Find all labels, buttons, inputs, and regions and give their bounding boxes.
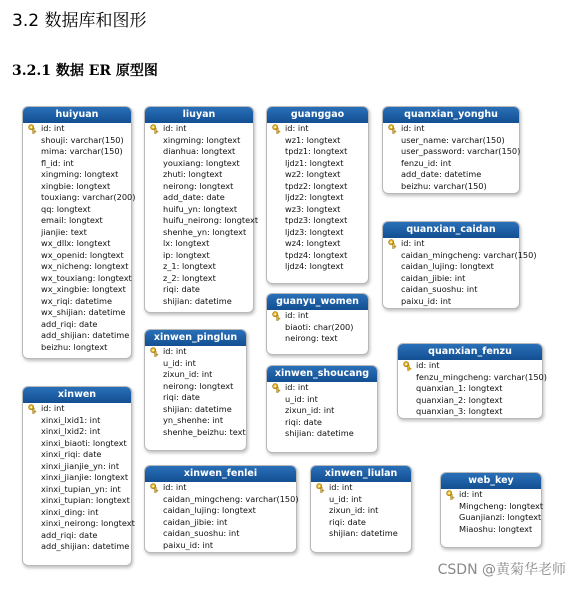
table-field [267,250,368,262]
field-label: xinxi_riqi: date [41,449,102,459]
field-label: lx: longtext [163,238,210,248]
field-label: add_date: date [163,192,225,202]
table-field [145,358,246,370]
field-label: huifu_yn: longtext [163,203,238,214]
field-label: xingbie: longtext [41,180,111,191]
table-field [267,215,368,227]
table-field [23,319,131,331]
table-field [23,342,131,354]
field-label: xinxi_jianjie_yn: int [41,460,120,471]
table-huiyuan [22,106,136,359]
table-field [145,427,246,439]
table-name: guanggao [267,107,368,123]
field-label: wx_touxiang: longtext [41,272,132,283]
table-quanxian-yonghu [382,106,520,194]
field-label: wx_openid: longtext [41,249,124,260]
field-label: ip: longtext [163,249,210,260]
field-label: quanxian_2: longtext [416,394,503,405]
table-field [23,449,131,461]
field-label: dianhua: longtext [163,146,236,156]
field-label: neirong: longtext [163,180,234,191]
table-field [23,250,131,262]
field-label: add_riqi: date [41,529,98,540]
field-label: id: int [285,382,309,392]
field-label: shouji: varchar(150) [41,134,124,145]
field-label: caidan_mingcheng: varchar(150) [401,249,537,260]
table-field [383,261,519,273]
field-label: shenhe_yn: longtext [163,226,247,237]
field-label: riqi: date [163,284,200,294]
field-label: jianjie: text [41,226,87,237]
field-label: id: int [329,482,353,492]
table-field [398,360,542,372]
table-field [383,273,519,285]
table-field [145,346,246,358]
table-field [145,250,253,262]
field-label: wx_dllx: longtext [41,238,111,248]
table-field [23,204,131,216]
table-xinwen-pinglun [144,329,247,451]
field-label: riqi: date [329,516,366,527]
table-field [23,307,131,319]
field-label: shijian: datetime [329,528,398,538]
table-field [441,500,544,513]
field-label: xinxi_tupian_yn: int [41,483,121,494]
primary-key-icon [150,483,160,493]
table-field [311,482,411,494]
field-label: shijian: datetime [163,403,232,414]
field-label: add_shijian: datetime [41,330,130,340]
table-field [267,169,368,181]
table-name: xinwen [23,387,131,403]
primary-key-icon [316,483,326,493]
table-field [23,507,131,519]
table-field [23,438,131,450]
field-label: user_password: varchar(150) [401,146,521,156]
table-name: web_key [441,473,541,489]
field-label: caidan_mingcheng: varchar(150) [163,493,299,504]
field-label: xingming: longtext [41,169,119,179]
field-label: touxiang: varchar(200) [41,192,136,202]
table-field [145,204,253,216]
field-label: zixun_id: int [329,505,379,515]
primary-key-icon [403,361,413,371]
table-field [145,392,246,404]
section-heading: 3.2 数据库和图形 [12,11,147,31]
field-label: paixu_id: int [401,295,452,306]
table-field [145,192,253,204]
table-name: liuyan [145,107,253,123]
table-field [145,238,253,250]
table-field [267,310,368,322]
table-field [23,541,131,553]
field-label: riqi: date [285,416,322,427]
table-field [145,493,299,506]
table-field [267,192,368,204]
field-label: shijian: datetime [285,428,354,438]
table-field [145,381,246,393]
table-field [145,505,296,517]
field-label: xinxi_biaoti: longtext [41,437,127,448]
watermark: CSDN @黄菊华老师 [437,562,566,578]
field-label: xinxi_ding: int [41,506,99,517]
table-field [383,238,519,250]
table-field [145,169,253,181]
table-field [311,494,411,506]
field-label: riqi: date [163,392,200,402]
table-quanxian-fenzu [397,343,547,419]
table-field [23,261,131,273]
field-label: fl_id: int [41,157,74,168]
field-label: shijian: datetime [163,295,232,306]
table-field [267,158,368,170]
table-name: quanxian_yonghu [383,107,519,123]
table-field [23,484,131,496]
field-label: caidan_suoshu: int [163,528,240,538]
primary-key-icon [272,311,282,321]
table-field [383,249,537,262]
field-label: ljdz3: longtext [285,226,344,237]
table-field [383,296,519,308]
field-label: xinxi_tupian: longtext [41,495,130,505]
field-label: caidan_jibie: int [401,272,466,283]
table-field [267,227,368,239]
table-field [23,415,131,427]
table-field [267,417,377,429]
table-field [267,204,368,216]
table-field [145,273,253,285]
table-name: xinwen_shoucang [267,366,377,382]
field-label: fenzu_mingcheng: varchar(150) [416,371,547,382]
table-field [23,461,131,473]
primary-key-icon [150,347,160,357]
field-label: zhuti: longtext [163,169,223,179]
table-field [23,146,131,158]
table-field [398,383,542,395]
field-label: quanxian_3: longtext [416,406,503,416]
table-xinwen-fenlei [144,465,297,553]
field-label: fenzu_id: int [401,157,452,168]
table-field [23,403,131,415]
field-label: wz2: longtext [285,169,341,179]
table-name: quanxian_fenzu [398,344,542,360]
table-field [267,322,368,334]
table-field [441,489,541,501]
field-label: user_name: varchar(150) [401,134,505,145]
field-label: biaoti: char(200) [285,321,354,332]
table-xinwen-shoucang [266,365,378,453]
table-field [23,472,131,484]
table-field [23,192,136,204]
field-label: u_id: int [163,357,196,368]
field-label: ljdz2: longtext [285,192,344,202]
field-label: wx_nicheng: longtext [41,261,129,271]
table-liuyan [144,106,259,313]
table-field [23,227,131,239]
field-label: z_2: longtext [163,272,216,283]
table-field [383,181,519,193]
table-field [145,284,253,296]
primary-key-icon [388,239,398,249]
table-field [23,518,135,530]
field-label: shenhe_beizhu: text [163,426,246,437]
field-label: add_date: datetime [401,169,482,179]
table-field [23,296,131,308]
table-field [23,123,131,135]
field-label: ljdz4: longtext [285,261,344,271]
table-guanyu-women [266,293,369,355]
primary-key-icon [446,490,456,500]
field-label: caidan_lujing: longtext [401,261,494,271]
field-label: email: longtext [41,215,103,225]
table-field [311,517,411,529]
field-label: id: int [285,310,309,320]
table-field [398,406,542,418]
table-field [383,146,519,158]
table-field [383,169,519,181]
table-field [145,517,296,529]
table-field [145,158,253,170]
table-field [267,333,368,345]
table-field [398,371,547,384]
field-label: wz1: longtext [285,134,341,145]
primary-key-icon [28,404,38,414]
table-field [267,382,377,394]
table-name: xinwen_fenlei [145,466,296,482]
field-label: id: int [459,489,483,499]
field-label: id: int [416,360,440,370]
table-field [23,530,131,542]
table-field [23,135,131,147]
table-field [145,404,246,416]
field-label: xinxi_lxid2: int [41,426,101,436]
field-label: wx_xingbie: longtext [41,284,126,294]
table-field [267,394,377,406]
field-label: tpdz3: longtext [285,215,348,225]
field-label: wz4: longtext [285,238,341,248]
primary-key-icon [272,124,282,134]
table-field [23,215,131,227]
table-field [311,505,411,517]
table-field [145,415,246,427]
field-label: wx_shijian: datetime [41,307,126,317]
primary-key-icon [388,124,398,134]
table-field [23,330,131,342]
field-label: id: int [163,346,187,356]
table-field [267,405,377,417]
field-label: Mingcheng: longtext [459,500,544,511]
field-label: neirong: longtext [163,380,234,391]
field-label: wx_riqi: datetime [41,295,113,306]
table-quanxian-caidan [382,221,537,309]
field-label: id: int [163,482,187,492]
field-label: add_shijian: datetime [41,541,130,551]
table-xinwen [22,386,135,566]
table-name: guanyu_women [267,294,368,310]
table-field [383,284,519,296]
field-label: zixun_id: int [285,405,335,415]
field-label: xinxi_lxid1: int [41,414,101,425]
table-field [145,227,253,239]
field-label: Miaoshu: longtext [459,523,533,534]
field-label: mima: varchar(150) [41,146,123,156]
field-label: caidan_suoshu: int [401,284,478,294]
table-field [23,426,131,438]
field-label: id: int [285,123,309,133]
field-label: ljdz1: longtext [285,157,344,168]
table-field [145,528,296,540]
field-label: quanxian_1: longtext [416,383,503,393]
table-field [145,261,253,273]
field-label: caidan_jibie: int [163,516,228,527]
field-label: wz3: longtext [285,203,341,214]
field-label: add_riqi: date [41,318,98,329]
field-label: youxiang: longtext [163,157,240,168]
table-field [441,524,541,536]
field-label: zixun_id: int [163,369,213,379]
field-label: id: int [401,123,425,133]
table-field [145,296,253,308]
field-label: z_1: longtext [163,261,216,271]
table-web-key [440,472,542,548]
field-label: xingming: longtext [163,134,241,145]
table-name: huiyuan [23,107,131,123]
table-field [145,369,246,381]
field-label: beizhu: varchar(150) [401,180,487,191]
field-label: u_id: int [285,393,318,404]
field-label: xinxi_neirong: longtext [41,518,135,528]
table-field [23,495,131,507]
primary-key-icon [272,383,282,393]
table-field [145,540,296,552]
table-field [267,428,377,440]
field-label: tpdz4: longtext [285,249,348,260]
field-label: caidan_lujing: longtext [163,505,256,515]
table-name: xinwen_liulan [311,466,411,482]
table-field [23,169,131,181]
field-label: tpdz2: longtext [285,180,348,191]
table-name: quanxian_caidan [383,222,519,238]
table-field [441,512,541,524]
table-field [145,146,253,158]
table-field [145,181,253,193]
table-name: xinwen_pinglun [145,330,246,346]
table-field [23,238,131,250]
field-label: beizhu: longtext [41,341,108,352]
subsection-heading: 3.2.1 数据 ER 原型图 [12,63,158,79]
field-label: neirong: text [285,333,338,343]
field-label: qq: longtext [41,203,91,214]
table-field [23,158,131,170]
field-label: huifu_neirong: longtext [163,215,259,225]
primary-key-icon [150,124,160,134]
field-label: paixu_id: int [163,539,214,550]
table-field [267,146,368,158]
field-label: u_id: int [329,493,362,504]
table-field [311,528,411,540]
table-field [267,181,368,193]
table-field [145,215,259,227]
field-label: id: int [163,123,187,133]
field-label: yn_shenhe: int [163,415,224,425]
table-field [145,135,253,147]
table-field [23,181,131,193]
table-field [267,238,368,250]
field-label: id: int [41,123,65,133]
table-guanggao [266,106,369,284]
primary-key-icon [28,124,38,134]
table-field [267,135,368,147]
table-field [383,158,519,170]
table-field [23,284,131,296]
field-label: xinxi_jianjie: longtext [41,472,129,482]
table-xinwen-liulan [310,465,412,553]
table-field [23,273,131,285]
table-field [383,123,519,135]
field-label: id: int [401,238,425,248]
table-field [267,123,368,135]
field-label: Guanjianzi: longtext [459,512,542,522]
table-field [383,135,519,147]
table-field [145,123,253,135]
field-label: id: int [41,403,65,413]
table-field [267,261,368,273]
table-field [145,482,296,494]
table-field [398,395,542,407]
field-label: tpdz1: longtext [285,146,348,156]
